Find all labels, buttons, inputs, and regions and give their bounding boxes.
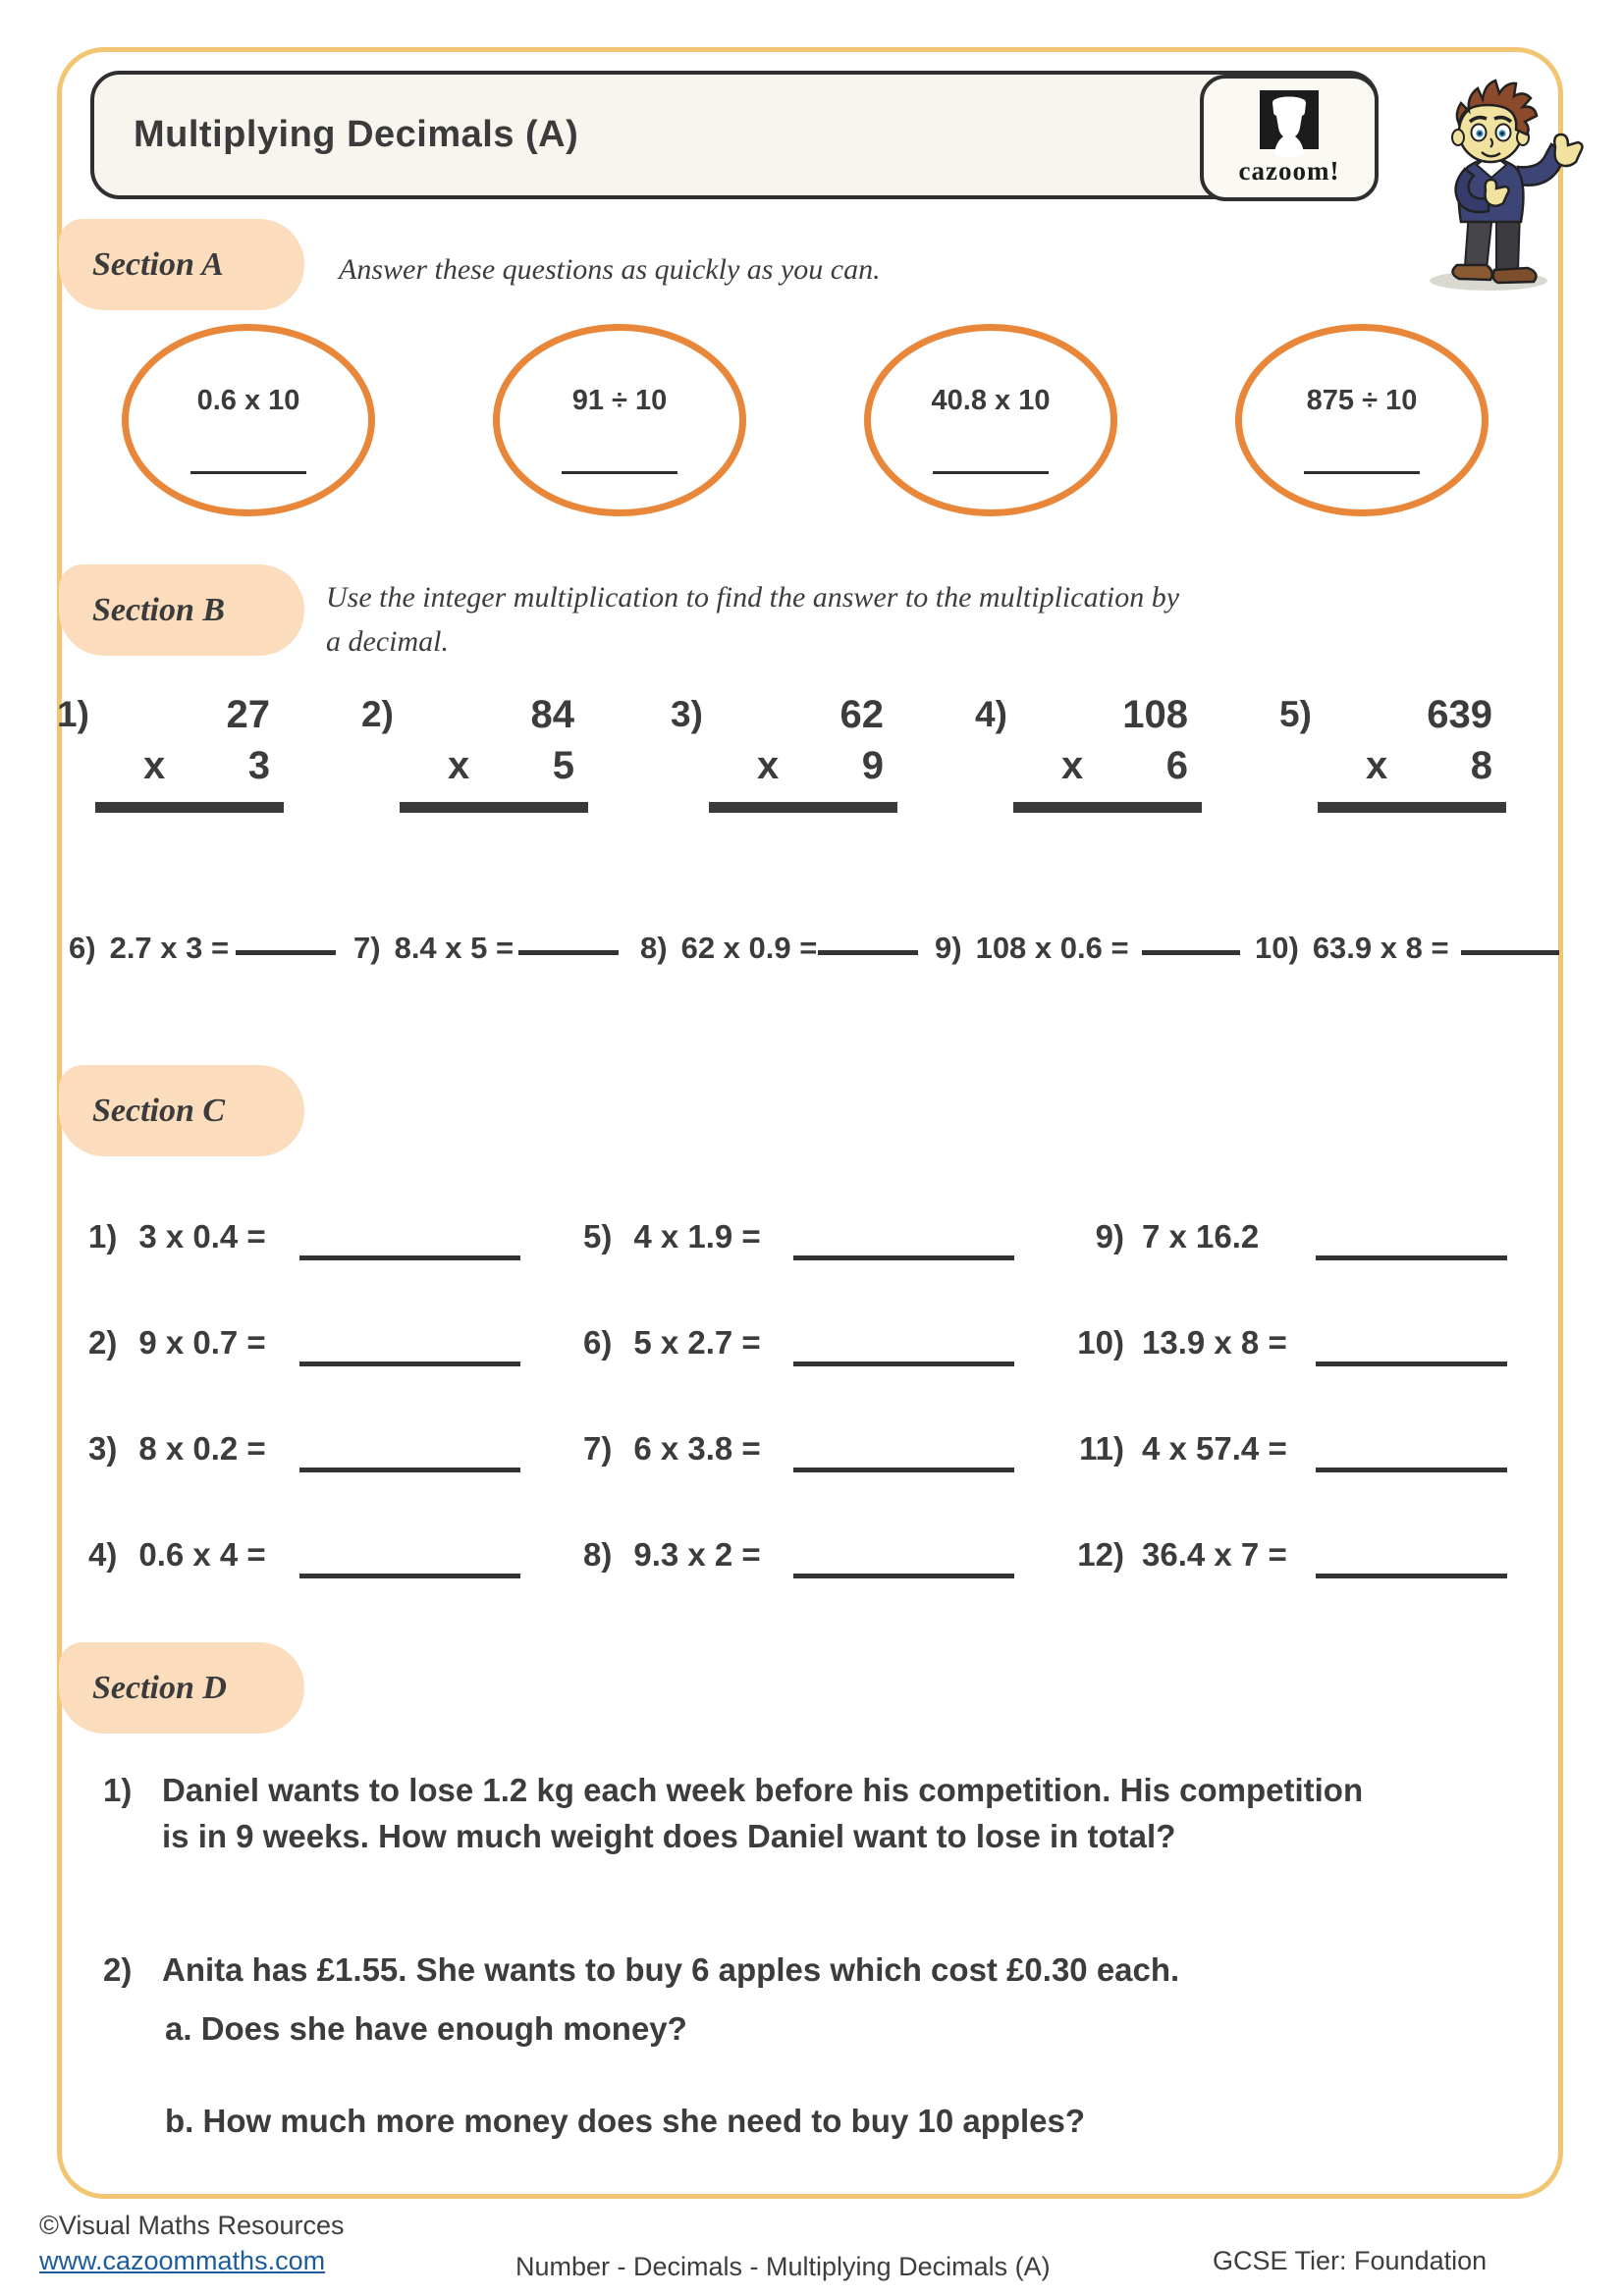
- problem-1-line2: is in 9 weeks. How much weight does Daniel want to lose in total?: [162, 1818, 1176, 1854]
- problem-b9: [935, 931, 1129, 966]
- problem-b10: [1255, 931, 1449, 966]
- problem-text: 8 x 0.2 =: [138, 1430, 266, 1467]
- problem-number: 2): [88, 1324, 118, 1361]
- multiplicand: 84: [530, 693, 574, 736]
- problem-text: 36.4 x 7 =: [1142, 1536, 1287, 1573]
- problem-number: 8): [583, 1536, 613, 1573]
- problem-text: 7 x 16.2: [1142, 1218, 1260, 1255]
- answer-line: [793, 1255, 1014, 1260]
- word-problem-1: [103, 1767, 1546, 1859]
- answer-line: [299, 1255, 520, 1260]
- problem-number: 10): [1255, 931, 1299, 965]
- problem-number: 1): [57, 694, 89, 734]
- section-b-label-text: Section B: [92, 591, 226, 628]
- cazoom-logo-text: cazoom!: [1238, 156, 1340, 186]
- problem-text: [162, 1767, 1363, 1859]
- problem-number: 5): [583, 1218, 613, 1255]
- vertical-problem-4: [975, 692, 1206, 813]
- problem-number: 2): [361, 694, 394, 734]
- problem-number: 5): [1279, 694, 1312, 734]
- boy-mascot-illustration: [1392, 57, 1589, 293]
- multiply-sign: x: [757, 744, 780, 787]
- problem-number: 8): [640, 931, 668, 965]
- problem-c7: [583, 1430, 761, 1468]
- problem-number: 4): [975, 694, 1007, 734]
- answer-line: [1316, 1468, 1507, 1472]
- problem-number: 7): [353, 931, 381, 965]
- answer-line: [1142, 950, 1240, 955]
- problem-number: 7): [583, 1430, 613, 1467]
- cazoom-drum-icon: [1259, 89, 1320, 160]
- problem-number: 11): [1079, 1430, 1124, 1467]
- problem-c10: [1060, 1324, 1512, 1362]
- section-c-label-text: Section C: [92, 1092, 226, 1129]
- problem-number: 9): [935, 931, 962, 965]
- problem-c6: [583, 1324, 761, 1362]
- problem-text: 6 x 3.8 =: [633, 1430, 761, 1467]
- footer-website-link[interactable]: www.cazoommaths.com: [39, 2246, 326, 2275]
- problem-c9: [1060, 1218, 1512, 1255]
- problem-b8: [640, 931, 817, 966]
- problem-text: 8.4 x 5 =: [394, 931, 514, 965]
- answer-rule: [709, 802, 897, 813]
- cazoom-logo: [1200, 75, 1379, 201]
- problem-c2: [88, 1324, 266, 1362]
- multiplicand: 27: [226, 693, 270, 736]
- problem-text: 63.9 x 8 =: [1312, 931, 1449, 965]
- footer-worksheet-path: Number - Decimals - Multiplying Decimals (A): [515, 2252, 1051, 2281]
- section-a-instruction: Answer these questions as quickly as you can.: [339, 253, 881, 286]
- multiply-sign: x: [1366, 744, 1388, 787]
- answer-line: [562, 471, 677, 474]
- problem-1-line1: Daniel wants to lose 1.2 kg each week before his competition. His competition: [162, 1772, 1364, 1808]
- section-b-instruction-line1: Use the integer multiplication to find the answer to the multiplication by: [326, 581, 1180, 614]
- problem-c3: [88, 1430, 266, 1468]
- multiplicand: 108: [1122, 693, 1188, 736]
- answer-line: [1304, 471, 1420, 474]
- answer-line: [299, 1362, 520, 1366]
- multiplier: 5: [552, 744, 574, 787]
- multiplicand: 639: [1427, 693, 1492, 736]
- section-a-label: [59, 219, 304, 310]
- problem-c5: [583, 1218, 761, 1255]
- answer-line: [1461, 950, 1559, 955]
- section-a-label-text: Section A: [92, 245, 224, 283]
- multiplier: 6: [1165, 744, 1188, 787]
- answer-rule: [1013, 802, 1202, 813]
- multiply-sign: x: [143, 744, 166, 787]
- problem-text: 9.3 x 2 =: [633, 1536, 761, 1573]
- multiplier: 3: [247, 744, 270, 787]
- problem-number: 12): [1077, 1536, 1124, 1573]
- multiplier: 9: [861, 744, 884, 787]
- answer-line: [793, 1468, 1014, 1472]
- section-b-label: [59, 564, 304, 656]
- problem-number: 2): [103, 1951, 133, 1988]
- answer-line: [299, 1468, 520, 1472]
- section-c-label: [59, 1065, 304, 1156]
- problem-number: 1): [88, 1218, 118, 1255]
- multiplicand: 62: [839, 693, 884, 736]
- vertical-problem-1: [57, 692, 288, 813]
- section-b-instruction-line2: a decimal.: [326, 625, 449, 658]
- problem-number: 3): [88, 1430, 118, 1467]
- oval-question-text: 40.8 x 10: [931, 385, 1051, 416]
- problem-text: 5 x 2.7 =: [633, 1324, 761, 1361]
- answer-line: [793, 1574, 1014, 1578]
- oval-question-3: [864, 324, 1117, 516]
- problem-c11: [1060, 1430, 1512, 1468]
- word-problem-2: [103, 1947, 1546, 1993]
- answer-line: [793, 1362, 1014, 1366]
- vertical-problem-5: [1279, 692, 1510, 813]
- problem-text: 13.9 x 8 =: [1142, 1324, 1287, 1361]
- answer-line: [1316, 1362, 1507, 1366]
- problem-c8: [583, 1536, 761, 1574]
- problem-number: 9): [1095, 1218, 1124, 1255]
- answer-line: [236, 950, 336, 955]
- vertical-problem-3: [671, 692, 901, 813]
- answer-line: [299, 1574, 520, 1578]
- problem-text: 0.6 x 4 =: [138, 1536, 266, 1573]
- answer-rule: [400, 802, 588, 813]
- section-d-label-text: Section D: [92, 1669, 227, 1706]
- multiply-sign: x: [1061, 744, 1084, 787]
- footer-copyright: ©Visual Maths Resources: [39, 2211, 345, 2240]
- problem-c1: [88, 1218, 266, 1255]
- footer-tier: GCSE Tier: Foundation: [1213, 2246, 1488, 2275]
- answer-line: [518, 950, 619, 955]
- problem-b7: [353, 931, 514, 966]
- oval-question-4: [1235, 324, 1489, 516]
- problem-text: 9 x 0.7 =: [138, 1324, 266, 1361]
- oval-question-2: [493, 324, 746, 516]
- problem-number: 1): [103, 1772, 133, 1808]
- oval-question-text: 91 ÷ 10: [571, 385, 668, 416]
- problem-text: 2.7 x 3 =: [109, 931, 230, 965]
- title-box: [90, 71, 1379, 199]
- answer-line: [190, 471, 306, 474]
- problem-c4: [88, 1536, 266, 1574]
- answer-line: [1316, 1574, 1507, 1578]
- problem-c12: [1060, 1536, 1512, 1574]
- problem-text: Anita has £1.55. She wants to buy 6 apples which cost £0.30 each.: [162, 1951, 1180, 1988]
- problem-number: 3): [671, 694, 703, 734]
- problem-text: 62 x 0.9 =: [680, 931, 818, 965]
- oval-question-text: 875 ÷ 10: [1306, 385, 1418, 416]
- answer-line: [1316, 1255, 1507, 1260]
- problem-b6: [69, 931, 229, 966]
- answer-rule: [95, 802, 284, 813]
- problem-number: 4): [88, 1536, 118, 1573]
- problem-number: 10): [1077, 1324, 1124, 1361]
- oval-question-text: 0.6 x 10: [196, 385, 300, 416]
- problem-text: 4 x 1.9 =: [633, 1218, 761, 1255]
- problem-text: 4 x 57.4 =: [1142, 1430, 1287, 1467]
- problem-2-part-b: b. How much more money does she need to buy 10 apples?: [165, 2103, 1086, 2139]
- answer-rule: [1318, 802, 1506, 813]
- answer-line: [818, 950, 918, 955]
- vertical-problem-2: [361, 692, 592, 813]
- answer-line: [933, 471, 1049, 474]
- page-title: Multiplying Decimals (A): [134, 114, 579, 155]
- oval-question-1: [122, 324, 375, 516]
- section-d-label: [59, 1642, 304, 1734]
- problem-number: 6): [583, 1324, 613, 1361]
- multiplier: 8: [1470, 744, 1492, 787]
- problem-text: 3 x 0.4 =: [138, 1218, 266, 1255]
- problem-text: 108 x 0.6 =: [975, 931, 1129, 965]
- problem-2-part-a: a. Does she have enough money?: [165, 2010, 687, 2047]
- problem-number: 6): [69, 931, 96, 965]
- multiply-sign: x: [448, 744, 470, 787]
- section-b-instruction: [326, 575, 1179, 664]
